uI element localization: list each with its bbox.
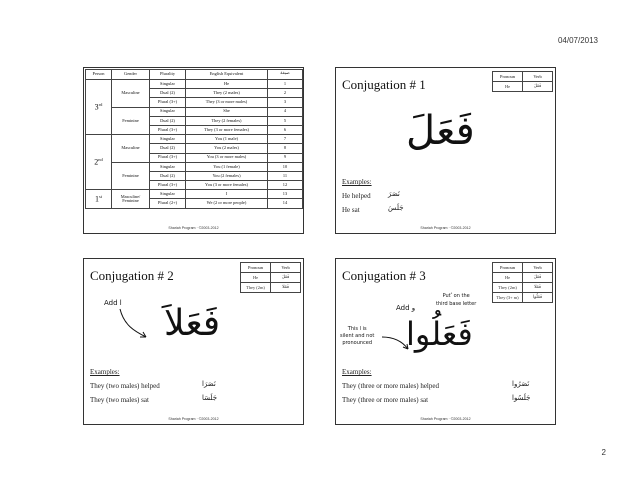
slide-conjugation-table [83,67,304,234]
example-arabic: جَلَسُوا [512,394,531,402]
english-cell: You (3 or more males) [186,153,268,162]
silent-alif-note: This ا is silent and not pronounced [340,326,375,346]
person-cell-1st: 1st [86,190,112,208]
slide-title: Conjugation # 3 [342,268,426,283]
pronoun-cell: He [493,273,523,283]
examples-label: Examples: [342,368,372,376]
gender-cell: Masculine/ Feminine [112,190,150,208]
table-row [493,273,553,283]
pronoun-cell: They (3+ m) [493,293,523,303]
number-cell: 6 [268,125,303,134]
table-row [86,107,303,116]
header-gender: Gender [112,70,150,80]
english-cell: I [186,190,268,199]
example-arabic: نَصَرَا [202,380,216,388]
table-row [86,80,303,89]
number-cell: 1 [268,80,303,89]
header-verb: Verb [523,263,553,273]
pronoun-cell: He [493,82,523,92]
number-cell: 4 [268,107,303,116]
pronoun-verb-table [492,262,553,303]
verb-cell: فَعَلَ [271,273,301,283]
example-english: He sat [342,206,360,214]
english-cell: You (2 males) [186,144,268,153]
plurality-cell: Singular [150,190,186,199]
verb-cell: فَعَلا [271,283,301,293]
english-cell: You (3 or more females) [186,181,268,190]
plurality-cell: Dual (2) [150,171,186,180]
example-english: They (three or more males) helped [342,382,439,390]
example-arabic: جَلَسَا [202,394,218,402]
english-cell: They (2 males) [186,89,268,98]
number-cell: 11 [268,171,303,180]
big-arabic-verb: فَعَلاَ [164,303,221,344]
table-row [86,135,303,144]
slide-title: Conjugation # 1 [342,77,426,92]
number-cell: 8 [268,144,303,153]
plurality-cell: Plural (3+) [150,181,186,190]
put-damma-note: Put ُ on the third base letter [436,293,477,307]
person-cell-2nd: 2nd [86,135,112,190]
pronoun-verb-table [492,71,553,92]
slide-conjugation-2 [83,258,304,425]
document-date: 04/07/2013 [557,36,598,45]
plurality-cell: Singular [150,162,186,171]
example-english: He helped [342,192,371,200]
gender-cell: Masculine [112,135,150,163]
number-cell: 10 [268,162,303,171]
number-cell: 5 [268,116,303,125]
header-verb: Verb [523,72,553,82]
gender-cell: Feminine [112,162,150,190]
example-arabic: جَلَسَ [388,204,404,212]
number-cell: 2 [268,89,303,98]
slide-footer: Shariah Program · ©2003-2012 [420,226,471,230]
pronoun-cell: He [241,273,271,283]
plurality-cell: Plural (3+) [150,125,186,134]
verb-cell: فَعَلَ [523,273,553,283]
table-row [86,190,303,199]
english-cell: He [186,80,268,89]
slide-conjugation-1 [335,67,556,234]
examples-label: Examples: [342,178,372,186]
header-pronoun: Pronoun [241,263,271,273]
number-cell: 3 [268,98,303,107]
verb-cell: فَعَلُوا [523,293,553,303]
example-english: They (three or more males) sat [342,396,429,404]
table-row [86,162,303,171]
example-arabic: نَصَرُوا [512,380,530,388]
plurality-cell: Singular [150,80,186,89]
table-row [241,273,301,283]
verb-cell: فَعَلا [523,283,553,293]
plurality-cell: Plural (3+) [150,153,186,162]
header-english: English Equivalent [186,70,268,80]
english-cell: They (3 or more females) [186,125,268,134]
plurality-cell: Dual (2) [150,89,186,98]
plurality-cell: Singular [150,107,186,116]
big-arabic-verb: فَعَلَ [406,108,475,154]
pronoun-verb-table [240,262,301,293]
table-row [493,283,553,293]
verb-cell: فَعَلَ [523,82,553,92]
english-cell: You (1 male) [186,135,268,144]
add-alif-note: Add ا [104,299,122,307]
english-cell: You (2 females) [186,171,268,180]
arrow-annotation [112,307,152,347]
examples-label: Examples: [90,368,120,376]
slide-footer: Shariah Program · ©2003-2012 [168,226,219,230]
header-plurality: Plurality [150,70,186,80]
example-arabic: نَصَرَ [388,190,400,198]
number-cell: 13 [268,190,303,199]
number-cell: 9 [268,153,303,162]
english-cell: They (2 females) [186,116,268,125]
plurality-cell: Singular [150,135,186,144]
add-waw-note: Add و [396,304,416,312]
big-arabic-verb: فَعَلُوا [406,315,473,353]
slide-footer: Shariah Program · ©2003-2012 [168,417,219,421]
table-row [241,283,301,293]
english-cell: You (1 female) [186,162,268,171]
plurality-cell: Plural (3+) [150,98,186,107]
table-row [493,293,553,303]
number-cell: 12 [268,181,303,190]
conjugation-table [85,69,303,209]
table-header-row [86,70,303,80]
gender-cell: Masculine [112,80,150,108]
person-cell-3rd: 3rd [86,80,112,135]
plurality-cell: Plural (2+) [150,199,186,208]
header-verb: Verb [271,263,301,273]
header-pronoun: Pronoun [493,72,523,82]
slide-footer: Shariah Program · ©2003-2012 [420,417,471,421]
gender-cell: Feminine [112,107,150,135]
slide-conjugation-3 [335,258,556,425]
table-row [493,82,553,92]
number-cell: 14 [268,199,303,208]
header-pronoun: Pronoun [493,263,523,273]
english-cell: She [186,107,268,116]
header-sighah: صيغة [268,70,303,80]
slide-title: Conjugation # 2 [90,268,174,283]
header-person: Person [86,70,112,80]
page-number: 2 [601,448,606,457]
number-cell: 7 [268,135,303,144]
english-cell: They (3 or more males) [186,98,268,107]
english-cell: We (2 or more people) [186,199,268,208]
pronoun-cell: They (2m) [493,283,523,293]
plurality-cell: Dual (2) [150,144,186,153]
plurality-cell: Dual (2) [150,116,186,125]
example-english: They (two males) sat [90,396,149,404]
pronoun-cell: They (2m) [241,283,271,293]
example-english: They (two males) helped [90,382,160,390]
